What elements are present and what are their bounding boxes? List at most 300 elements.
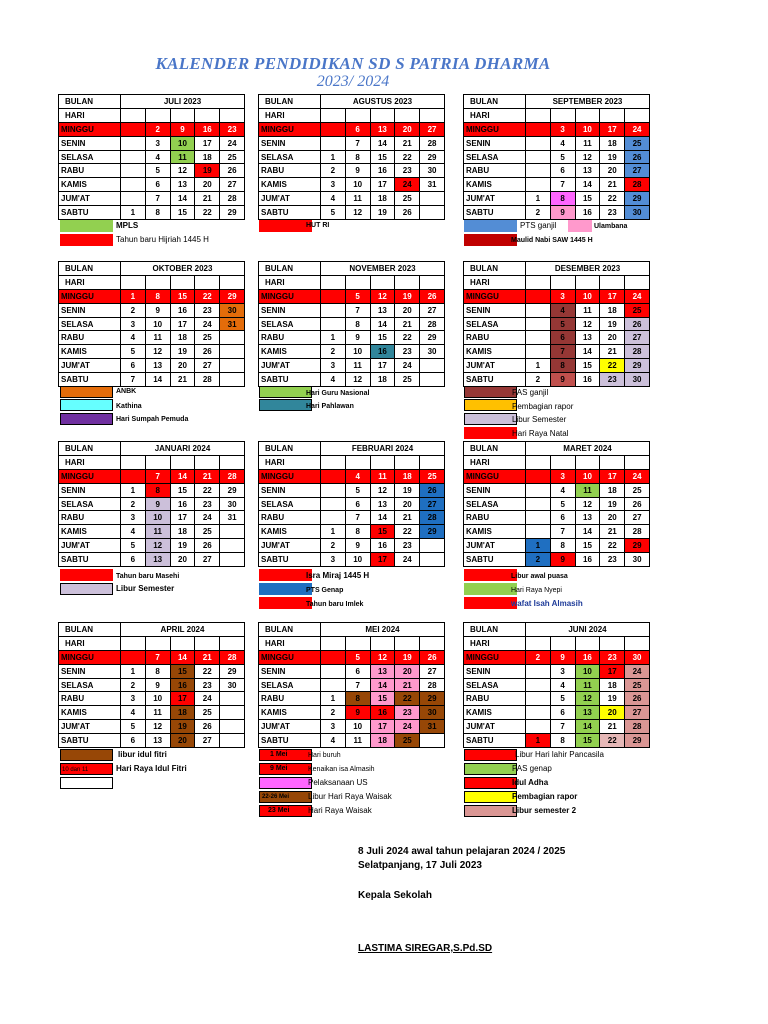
date-cell bbox=[525, 497, 550, 511]
date-cell: 31 bbox=[220, 317, 245, 331]
bulan-label: BULAN bbox=[59, 95, 121, 109]
date-cell: 18 bbox=[600, 136, 625, 150]
date-cell bbox=[525, 150, 550, 164]
legend-tahun-baru-masehi: Tahun baru Masehi bbox=[116, 573, 180, 580]
date-cell: 14 bbox=[145, 373, 170, 387]
weekday-label: JUM'AT bbox=[59, 720, 121, 734]
weekday-label: SELASA bbox=[259, 317, 321, 331]
weekday-label: SENIN bbox=[464, 664, 526, 678]
date-cell: 6 bbox=[145, 178, 170, 192]
month-name: MEI 2024 bbox=[320, 623, 444, 637]
date-cell: 20 bbox=[600, 331, 625, 345]
date-cell: 21 bbox=[395, 511, 420, 525]
date-cell: 8 bbox=[550, 359, 575, 373]
date-cell: 17 bbox=[370, 359, 395, 373]
date-cell: 18 bbox=[170, 331, 195, 345]
date-cell: 20 bbox=[600, 706, 625, 720]
date-cell: 28 bbox=[220, 469, 245, 483]
date-cell: 27 bbox=[420, 664, 445, 678]
legend-pembagian-rapor-2: Pembagian rapor bbox=[512, 792, 578, 801]
date-cell: 13 bbox=[170, 178, 195, 192]
date-cell: 14 bbox=[575, 345, 600, 359]
date-cell bbox=[525, 122, 550, 136]
legend-pts-ganjil: PTS ganjil bbox=[520, 221, 557, 230]
date-cell: 6 bbox=[120, 359, 145, 373]
bulan-label: BULAN bbox=[259, 442, 321, 456]
empty-cell bbox=[550, 108, 575, 122]
date-cell: 2 bbox=[120, 303, 145, 317]
date-cell: 2 bbox=[320, 164, 345, 178]
empty-cell bbox=[345, 455, 370, 469]
empty-cell bbox=[195, 108, 220, 122]
month-table bbox=[463, 94, 650, 220]
date-cell: 18 bbox=[170, 706, 195, 720]
date-cell: 23 bbox=[600, 373, 625, 387]
date-cell: 9 bbox=[145, 497, 170, 511]
empty-cell bbox=[195, 636, 220, 650]
weekday-label: SENIN bbox=[59, 303, 121, 317]
date-cell bbox=[320, 317, 345, 331]
weekday-label: MINGGU bbox=[59, 289, 121, 303]
date-cell: 4 bbox=[550, 303, 575, 317]
date-cell: 21 bbox=[395, 136, 420, 150]
empty-cell bbox=[145, 455, 170, 469]
weekday-label: SENIN bbox=[59, 483, 121, 497]
date-cell: 15 bbox=[370, 525, 395, 539]
date-cell: 23 bbox=[395, 345, 420, 359]
date-cell: 24 bbox=[195, 511, 220, 525]
date-cell bbox=[420, 359, 445, 373]
date-cell: 28 bbox=[420, 136, 445, 150]
date-cell bbox=[525, 164, 550, 178]
date-cell: 15 bbox=[370, 331, 395, 345]
date-cell: 10 bbox=[345, 553, 370, 567]
empty-cell bbox=[220, 275, 245, 289]
date-cell: 24 bbox=[625, 664, 650, 678]
date-cell bbox=[525, 720, 550, 734]
date-cell: 22 bbox=[395, 150, 420, 164]
date-cell bbox=[220, 359, 245, 373]
date-cell: 21 bbox=[395, 678, 420, 692]
month-name: NOVEMBER 2023 bbox=[320, 262, 444, 276]
date-cell: 5 bbox=[550, 317, 575, 331]
date-cell: 5 bbox=[345, 483, 370, 497]
date-cell: 20 bbox=[170, 553, 195, 567]
weekday-label: RABU bbox=[464, 331, 526, 345]
date-cell: 14 bbox=[575, 525, 600, 539]
date-cell: 31 bbox=[420, 720, 445, 734]
legend-natal: Hari Raya Natal bbox=[512, 429, 569, 438]
empty-cell bbox=[625, 275, 650, 289]
date-cell: 2 bbox=[320, 345, 345, 359]
date-cell: 16 bbox=[370, 706, 395, 720]
date-cell: 19 bbox=[170, 720, 195, 734]
legend-swatch bbox=[464, 220, 517, 232]
date-cell bbox=[525, 331, 550, 345]
legend-swatch bbox=[464, 413, 517, 425]
date-cell: 1 bbox=[120, 483, 145, 497]
weekday-label: MINGGU bbox=[259, 289, 321, 303]
date-cell: 16 bbox=[370, 345, 395, 359]
date-cell: 5 bbox=[120, 539, 145, 553]
date-cell: 5 bbox=[120, 720, 145, 734]
bulan-label: BULAN bbox=[59, 262, 121, 276]
date-cell: 29 bbox=[625, 734, 650, 748]
date-cell bbox=[525, 483, 550, 497]
date-cell: 7 bbox=[145, 192, 170, 206]
date-cell: 25 bbox=[195, 706, 220, 720]
date-cell: 18 bbox=[370, 373, 395, 387]
empty-cell bbox=[145, 275, 170, 289]
date-cell: 8 bbox=[345, 317, 370, 331]
empty-cell bbox=[320, 275, 345, 289]
month-table bbox=[258, 261, 445, 387]
weekday-label: SENIN bbox=[464, 136, 526, 150]
empty-cell bbox=[170, 275, 195, 289]
date-cell: 15 bbox=[370, 692, 395, 706]
date-cell: 31 bbox=[220, 511, 245, 525]
date-cell bbox=[120, 650, 145, 664]
weekday-label: RABU bbox=[464, 692, 526, 706]
date-cell: 27 bbox=[625, 164, 650, 178]
legend-swatch bbox=[464, 399, 517, 411]
date-cell bbox=[121, 192, 146, 206]
date-cell: 27 bbox=[420, 303, 445, 317]
date-cell: 12 bbox=[370, 650, 395, 664]
legend-swatch bbox=[259, 399, 312, 411]
date-cell: 19 bbox=[600, 497, 625, 511]
legend-swatch bbox=[60, 220, 113, 232]
date-cell: 11 bbox=[575, 303, 600, 317]
date-cell: 6 bbox=[345, 664, 370, 678]
legend-libur-semester: Libur Semester bbox=[512, 415, 567, 424]
date-cell: 6 bbox=[120, 553, 145, 567]
month-table bbox=[58, 94, 245, 220]
weekday-label: KAMIS bbox=[259, 345, 321, 359]
bulan-label: BULAN bbox=[464, 95, 526, 109]
date-cell: 25 bbox=[395, 192, 420, 206]
month-name: JANUARI 2024 bbox=[120, 442, 244, 456]
legend-imlek: Tahun baru Imlek bbox=[306, 601, 364, 608]
empty-cell bbox=[420, 275, 445, 289]
date-cell: 11 bbox=[345, 734, 370, 748]
date-cell: 4 bbox=[120, 706, 145, 720]
date-cell: 15 bbox=[575, 734, 600, 748]
legend-sumpah-pemuda: Hari Sumpah Pemuda bbox=[116, 416, 189, 423]
date-cell bbox=[420, 553, 445, 567]
date-cell: 19 bbox=[600, 692, 625, 706]
date-cell: 12 bbox=[145, 720, 170, 734]
legend-swatch bbox=[60, 413, 113, 425]
weekday-label: SENIN bbox=[259, 136, 321, 150]
empty-cell bbox=[420, 636, 445, 650]
date-cell: 11 bbox=[575, 678, 600, 692]
date-cell: 8 bbox=[345, 150, 370, 164]
date-cell: 25 bbox=[625, 303, 650, 317]
date-cell: 6 bbox=[345, 122, 370, 136]
date-cell: 26 bbox=[420, 650, 445, 664]
legend-pancasila: Libur Hari lahir Pancasila bbox=[515, 750, 604, 759]
weekday-label: SENIN bbox=[464, 483, 526, 497]
weekday-label: SABTU bbox=[464, 734, 526, 748]
weekday-label: SABTU bbox=[259, 373, 321, 387]
hari-label: HARI bbox=[259, 636, 321, 650]
date-cell: 28 bbox=[625, 345, 650, 359]
date-cell bbox=[220, 706, 245, 720]
month-table bbox=[258, 622, 445, 748]
legend-swatch bbox=[259, 386, 312, 398]
weekday-label: SELASA bbox=[259, 678, 321, 692]
weekday-label: MINGGU bbox=[59, 122, 121, 136]
weekday-label: SABTU bbox=[59, 206, 121, 220]
date-cell: 11 bbox=[145, 331, 170, 345]
month-name: SEPTEMBER 2023 bbox=[525, 95, 649, 109]
date-cell: 7 bbox=[345, 136, 370, 150]
date-cell: 25 bbox=[195, 525, 220, 539]
date-cell: 28 bbox=[195, 373, 220, 387]
legend-kathina: Kathina bbox=[116, 403, 142, 410]
weekday-label: SABTU bbox=[464, 206, 526, 220]
empty-cell bbox=[170, 455, 195, 469]
legend-hari-buruh: Hari buruh bbox=[308, 752, 341, 759]
empty-cell bbox=[550, 275, 575, 289]
legend-kenaikan-isa: Kenaikan isa Almasih bbox=[308, 766, 375, 773]
legend-hijriah: Tahun baru Hijriah 1445 H bbox=[116, 235, 209, 244]
date-cell: 9 bbox=[345, 706, 370, 720]
date-cell bbox=[220, 734, 245, 748]
academic-year: 2023/ 2024 bbox=[316, 73, 390, 90]
empty-cell bbox=[420, 455, 445, 469]
date-cell: 5 bbox=[120, 345, 145, 359]
date-cell bbox=[525, 525, 550, 539]
empty-cell bbox=[370, 108, 395, 122]
date-cell: 22 bbox=[195, 206, 220, 220]
date-cell bbox=[420, 373, 445, 387]
weekday-label: RABU bbox=[259, 511, 321, 525]
date-cell: 17 bbox=[370, 553, 395, 567]
date-cell: 17 bbox=[600, 122, 625, 136]
date-cell: 16 bbox=[170, 303, 195, 317]
date-cell: 11 bbox=[170, 150, 195, 164]
date-cell: 14 bbox=[575, 720, 600, 734]
footer-place-date: Selatpanjang, 17 Juli 2023 bbox=[358, 860, 482, 871]
date-cell: 26 bbox=[625, 692, 650, 706]
date-cell: 28 bbox=[220, 650, 245, 664]
legend-hari-pahlawan: Hari Pahlawan bbox=[306, 403, 354, 410]
date-cell: 3 bbox=[550, 289, 575, 303]
date-cell bbox=[121, 122, 146, 136]
date-cell: 29 bbox=[625, 539, 650, 553]
date-cell: 7 bbox=[345, 511, 370, 525]
date-cell: 12 bbox=[370, 483, 395, 497]
date-cell: 14 bbox=[370, 511, 395, 525]
date-cell: 6 bbox=[550, 331, 575, 345]
date-cell: 18 bbox=[600, 678, 625, 692]
date-cell bbox=[320, 678, 345, 692]
date-cell: 23 bbox=[395, 706, 420, 720]
date-cell bbox=[320, 511, 345, 525]
date-cell: 7 bbox=[550, 345, 575, 359]
month-table bbox=[258, 94, 445, 220]
empty-cell bbox=[370, 455, 395, 469]
date-cell: 24 bbox=[395, 359, 420, 373]
date-cell: 21 bbox=[600, 525, 625, 539]
date-cell: 3 bbox=[145, 136, 170, 150]
legend-libur-semester-jan: Libur Semester bbox=[116, 584, 175, 593]
date-cell: 12 bbox=[575, 692, 600, 706]
legend-swatch bbox=[259, 220, 312, 232]
date-cell: 30 bbox=[625, 650, 650, 664]
date-cell: 1 bbox=[525, 359, 550, 373]
hari-label: HARI bbox=[464, 636, 526, 650]
date-cell: 2 bbox=[120, 678, 145, 692]
date-cell: 2 bbox=[320, 706, 345, 720]
hari-label: HARI bbox=[59, 455, 121, 469]
date-cell: 24 bbox=[220, 136, 245, 150]
hari-label: HARI bbox=[59, 108, 121, 122]
date-cell: 16 bbox=[170, 497, 195, 511]
date-cell bbox=[220, 692, 245, 706]
legend-swatch bbox=[464, 386, 517, 398]
date-cell: 8 bbox=[550, 734, 575, 748]
date-cell: 27 bbox=[420, 497, 445, 511]
legend-swatch bbox=[259, 569, 312, 581]
footer-kepala-sekolah: Kepala Sekolah bbox=[358, 890, 432, 901]
date-cell: 17 bbox=[600, 664, 625, 678]
weekday-label: SENIN bbox=[59, 136, 121, 150]
legend-pas-genap: PAS genap bbox=[512, 764, 552, 773]
date-cell: 17 bbox=[600, 289, 625, 303]
legend-pembagian-rapor: Pembagian rapor bbox=[512, 402, 574, 411]
date-cell: 12 bbox=[145, 539, 170, 553]
date-cell bbox=[120, 469, 145, 483]
date-cell: 21 bbox=[170, 373, 195, 387]
date-cell: 14 bbox=[575, 178, 600, 192]
date-cell: 3 bbox=[320, 720, 345, 734]
date-cell bbox=[220, 331, 245, 345]
month-name: JULI 2023 bbox=[121, 95, 245, 109]
empty-cell bbox=[145, 636, 170, 650]
empty-cell bbox=[525, 108, 550, 122]
date-cell: 27 bbox=[625, 511, 650, 525]
date-cell: 15 bbox=[170, 664, 195, 678]
date-cell: 2 bbox=[525, 553, 550, 567]
date-cell bbox=[525, 664, 550, 678]
legend-idul-adha: Idul Adha bbox=[512, 778, 549, 787]
date-cell: 15 bbox=[575, 192, 600, 206]
date-cell: 4 bbox=[550, 483, 575, 497]
date-cell bbox=[420, 192, 445, 206]
weekday-label: JUM'AT bbox=[259, 192, 321, 206]
date-cell: 14 bbox=[170, 192, 195, 206]
date-cell: 3 bbox=[120, 511, 145, 525]
date-cell bbox=[525, 317, 550, 331]
date-cell: 20 bbox=[170, 359, 195, 373]
weekday-label: RABU bbox=[59, 164, 121, 178]
empty-cell bbox=[220, 108, 245, 122]
date-cell: 4 bbox=[120, 525, 145, 539]
date-cell: 8 bbox=[345, 692, 370, 706]
weekday-label: SABTU bbox=[259, 206, 321, 220]
date-cell: 22 bbox=[600, 359, 625, 373]
date-cell: 26 bbox=[625, 497, 650, 511]
legend-swatch bbox=[60, 749, 113, 761]
legend-maulid: Maulid Nabi SAW 1445 H bbox=[511, 237, 593, 244]
date-cell: 26 bbox=[625, 150, 650, 164]
hari-label: HARI bbox=[259, 275, 321, 289]
weekday-label: SABTU bbox=[259, 553, 321, 567]
date-cell: 19 bbox=[170, 539, 195, 553]
date-cell bbox=[220, 539, 245, 553]
date-cell: 28 bbox=[220, 192, 245, 206]
empty-cell bbox=[145, 108, 170, 122]
date-cell bbox=[525, 345, 550, 359]
date-cell: 11 bbox=[575, 136, 600, 150]
date-cell: 21 bbox=[195, 650, 220, 664]
date-cell: 9 bbox=[345, 331, 370, 345]
date-cell: 25 bbox=[420, 469, 445, 483]
legend-idul-fitri-dates: 10 dan 11 bbox=[62, 767, 89, 773]
date-cell: 2 bbox=[120, 497, 145, 511]
empty-cell bbox=[395, 636, 420, 650]
legend-wafat-isa: wafat Isah Almasih bbox=[511, 599, 583, 608]
date-cell bbox=[420, 206, 445, 220]
month-table bbox=[463, 441, 650, 567]
date-cell: 3 bbox=[320, 178, 345, 192]
empty-cell bbox=[320, 636, 345, 650]
weekday-label: SABTU bbox=[59, 553, 121, 567]
date-cell: 13 bbox=[575, 511, 600, 525]
date-cell bbox=[525, 678, 550, 692]
date-cell: 1 bbox=[320, 692, 345, 706]
date-cell: 9 bbox=[145, 678, 170, 692]
date-cell: 20 bbox=[395, 497, 420, 511]
date-cell: 14 bbox=[370, 317, 395, 331]
date-cell: 17 bbox=[170, 317, 195, 331]
hari-label: HARI bbox=[464, 108, 526, 122]
hari-label: HARI bbox=[59, 636, 121, 650]
bulan-label: BULAN bbox=[464, 442, 526, 456]
date-cell: 24 bbox=[395, 720, 420, 734]
date-cell: 12 bbox=[170, 164, 195, 178]
date-cell: 22 bbox=[195, 483, 220, 497]
date-cell: 27 bbox=[195, 359, 220, 373]
date-cell: 12 bbox=[575, 497, 600, 511]
weekday-label: JUM'AT bbox=[464, 359, 526, 373]
month-name: DESEMBER 2023 bbox=[525, 262, 649, 276]
date-cell: 8 bbox=[550, 539, 575, 553]
date-cell: 29 bbox=[220, 483, 245, 497]
legend-1-mei: 1 Mei bbox=[270, 751, 288, 758]
legend-pelaksanaan-us: Pelaksanaan US bbox=[308, 778, 368, 787]
date-cell bbox=[220, 553, 245, 567]
date-cell: 23 bbox=[395, 539, 420, 553]
date-cell: 13 bbox=[575, 164, 600, 178]
weekday-label: KAMIS bbox=[59, 345, 121, 359]
weekday-label: JUM'AT bbox=[259, 359, 321, 373]
date-cell: 2 bbox=[525, 373, 550, 387]
date-cell: 10 bbox=[145, 511, 170, 525]
date-cell: 30 bbox=[420, 706, 445, 720]
date-cell bbox=[220, 373, 245, 387]
legend-23-mei: 23 Mei bbox=[268, 807, 290, 814]
weekday-label: JUM'AT bbox=[59, 539, 121, 553]
weekday-label: KAMIS bbox=[59, 525, 121, 539]
date-cell: 19 bbox=[170, 345, 195, 359]
date-cell: 5 bbox=[345, 650, 370, 664]
date-cell: 28 bbox=[625, 525, 650, 539]
date-cell: 13 bbox=[370, 122, 395, 136]
